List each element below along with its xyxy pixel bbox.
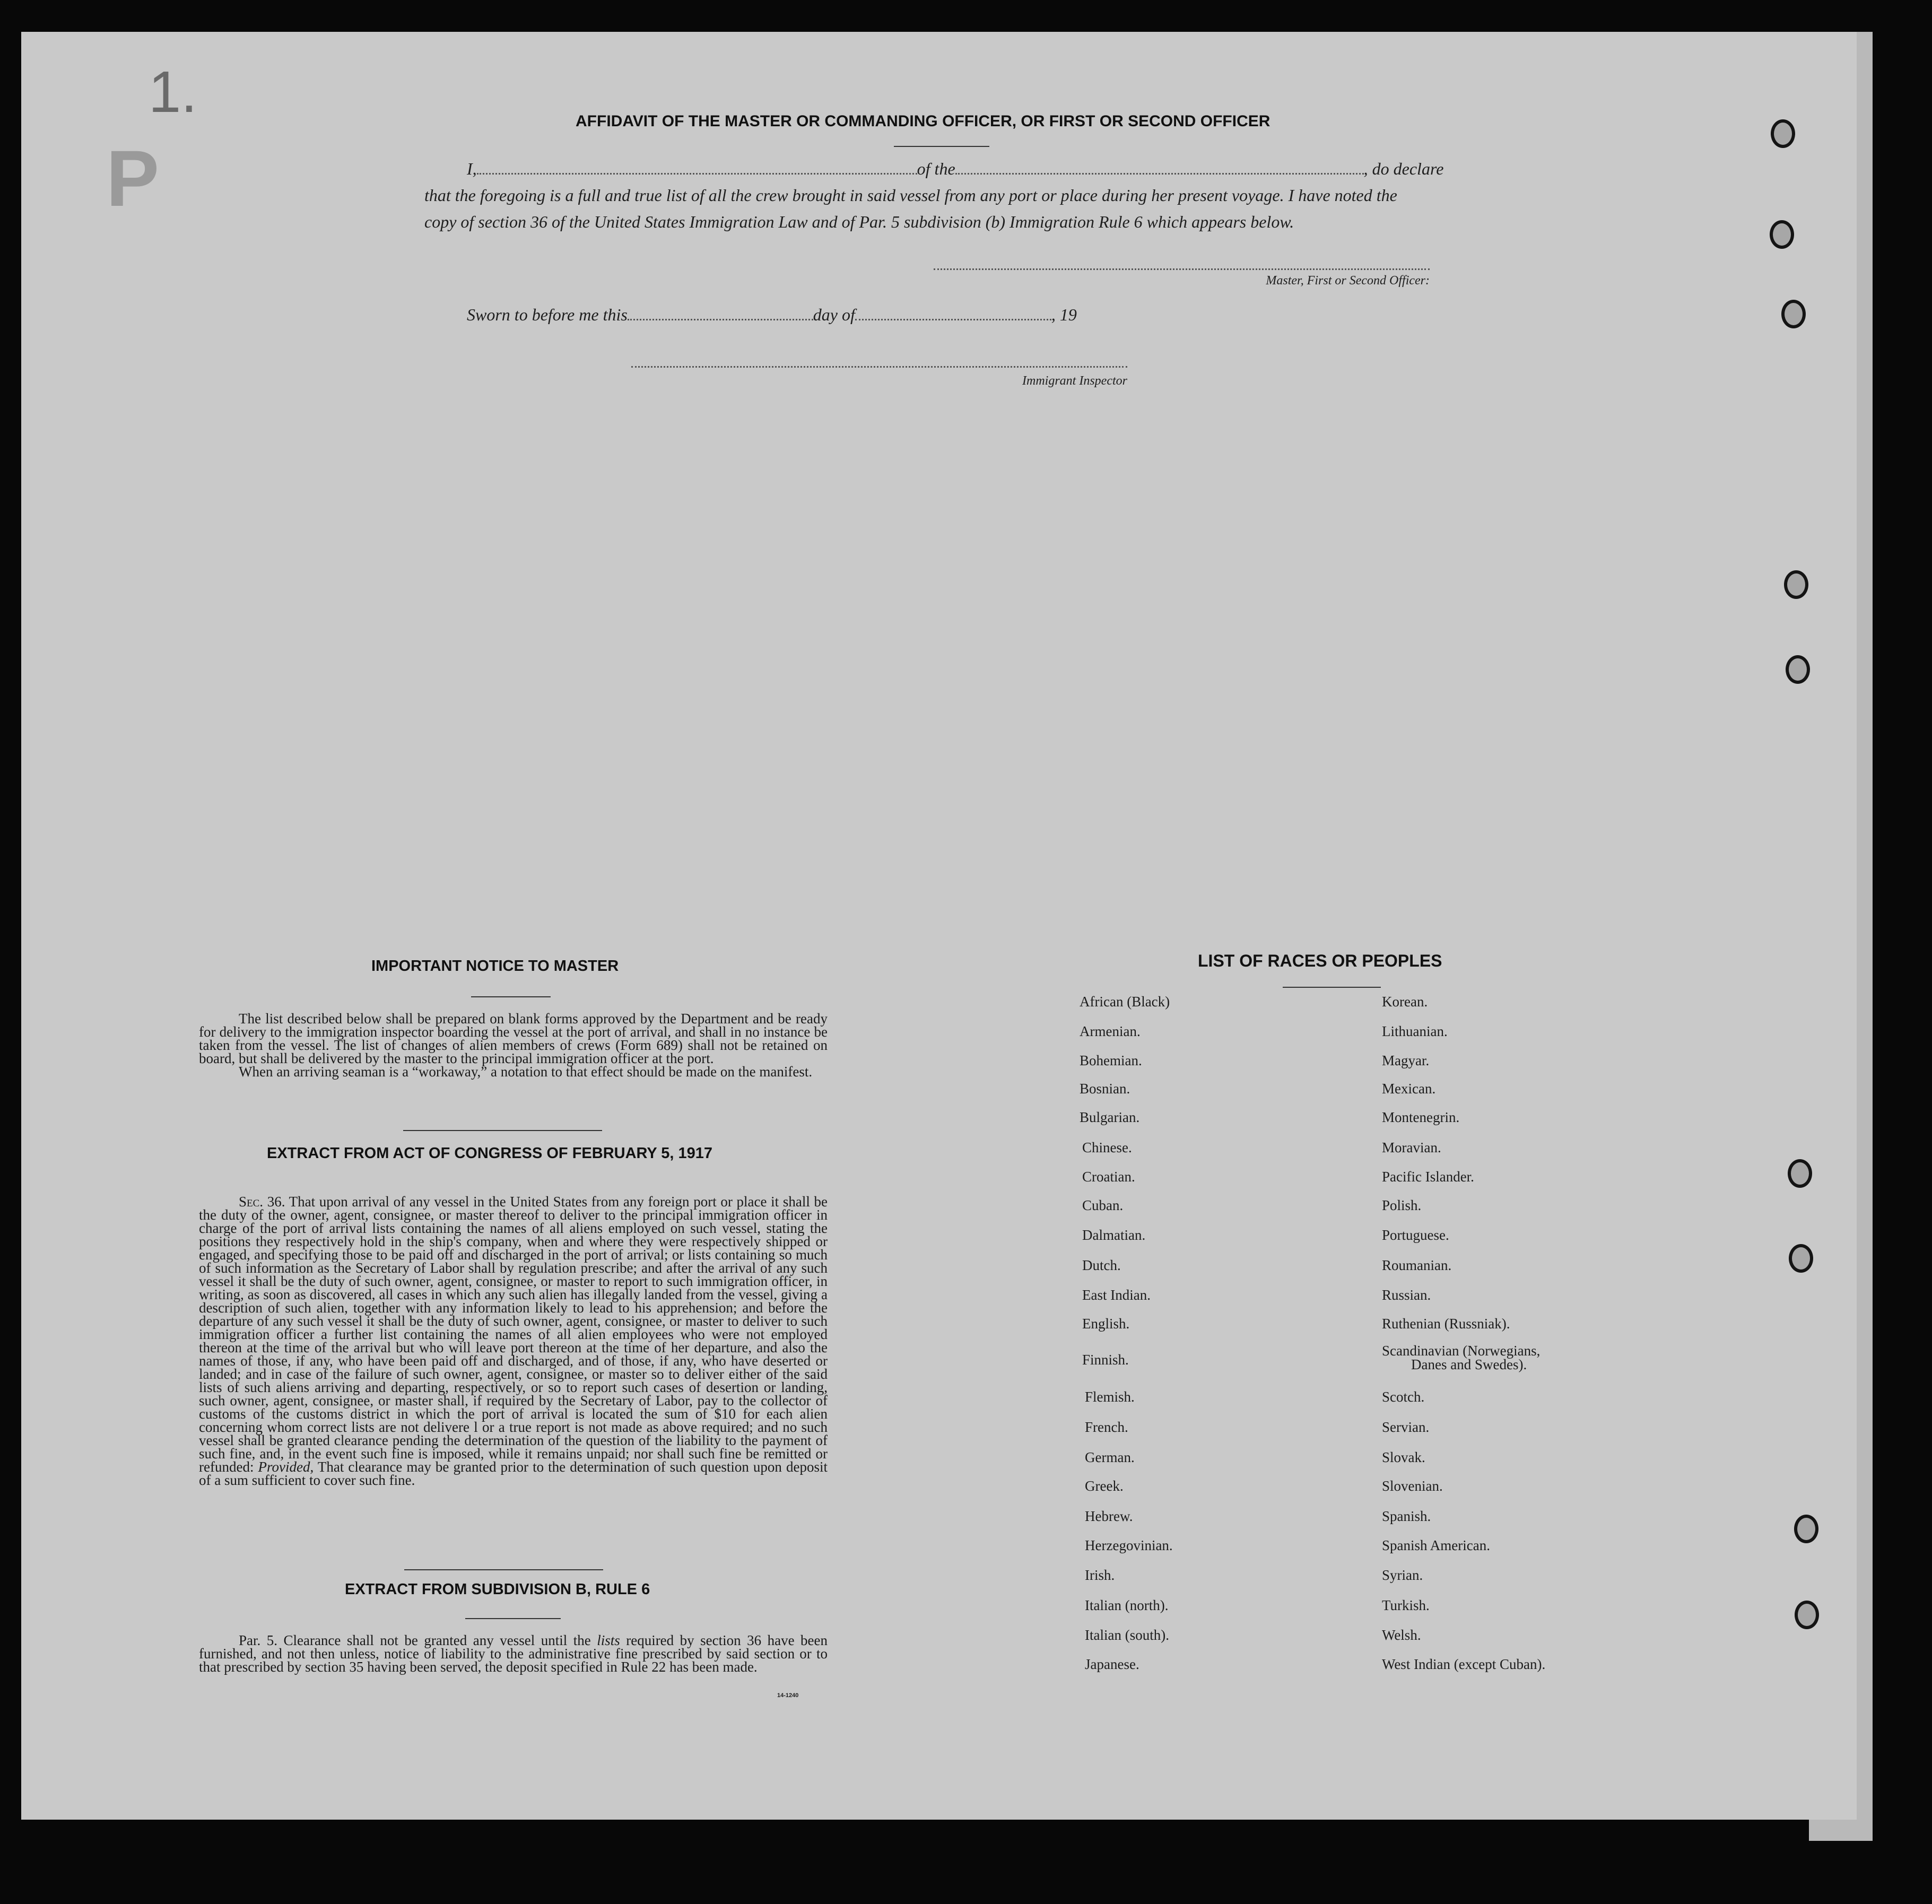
inspector-signature-line[interactable] — [631, 366, 1127, 368]
declare-label: , do declare — [1363, 159, 1444, 178]
race-right-item: Welsh. — [1382, 1627, 1421, 1643]
affidavit-title: AFFIDAVIT OF THE MASTER OR COMMANDING OFFICER, OR FIRST OR SECOND OFFICER — [576, 112, 1270, 130]
races-title: LIST OF RACES OR PEOPLES — [1198, 951, 1442, 970]
race-right-item: Moravian. — [1382, 1140, 1441, 1155]
notice-text — [199, 1012, 828, 1079]
race-right-item: Portuguese. — [1382, 1227, 1449, 1243]
notice-paragraph-2: When an arriving seaman is a “workaway,” a notation to that effect should be made on the manifest. — [239, 1064, 813, 1080]
race-left-item: Italian (north). — [1085, 1597, 1169, 1613]
extract-act-text — [199, 1195, 828, 1487]
race-left-item: East Indian. — [1082, 1287, 1151, 1303]
race-right-item: Slovak. — [1382, 1449, 1425, 1465]
binder-hole — [1770, 220, 1794, 249]
race-left-item: Armenian. — [1080, 1023, 1141, 1039]
race-left-item: Italian (south). — [1085, 1627, 1169, 1643]
race-right-item: Turkish. — [1382, 1597, 1430, 1613]
race-right-item: Ruthenian (Russniak). — [1382, 1316, 1510, 1332]
act-divider — [404, 1569, 603, 1570]
race-left-item: Japanese. — [1085, 1656, 1139, 1672]
race-right-item: Lithuanian. — [1382, 1023, 1448, 1039]
race-right-item: Polish. — [1382, 1197, 1422, 1213]
notice-title-rule — [471, 996, 551, 997]
race-right-item: Russian. — [1382, 1287, 1431, 1303]
race-left-item: Flemish. — [1085, 1389, 1135, 1405]
race-right-item: Mexican. — [1382, 1081, 1436, 1097]
binder-hole — [1771, 119, 1795, 148]
race-left-item: French. — [1085, 1419, 1128, 1435]
extract-act-paragraph — [199, 1195, 828, 1487]
affidavit-title-rule — [894, 146, 989, 147]
extract-rule-text — [199, 1634, 828, 1674]
race-right-item: West Indian (except Cuban). — [1382, 1656, 1546, 1672]
race-right-item: Magyar. — [1382, 1053, 1430, 1068]
race-right-item: Spanish. — [1382, 1508, 1431, 1524]
binder-hole — [1794, 1515, 1818, 1543]
binder-hole — [1786, 655, 1810, 684]
race-right-item: Syrian. — [1382, 1567, 1423, 1583]
race-right-item: Pacific Islander. — [1382, 1169, 1474, 1185]
margin-mark-number: 1. — [149, 59, 197, 125]
manifest-back-page — [21, 32, 1857, 1820]
race-left-item: Hebrew. — [1085, 1508, 1133, 1524]
declaration-line-1 — [467, 159, 1454, 179]
binder-hole — [1789, 1244, 1813, 1273]
vessel-name-field[interactable] — [955, 172, 1364, 175]
notice-paragraph-1: The list described below shall be prepared on blank forms approved by the Department and be ready for delivery to the immigration inspector boarding the vessel at the port of arrival, and shall in no instance be taken from the vessel. The list of changes of alien members of crews (Form 689) shall not be retained on board, but shall be delivered by the master to the principal immigration officer at the port. — [199, 1011, 828, 1066]
sworn-label: Sworn to before me this — [467, 305, 628, 324]
binder-hole — [1781, 300, 1806, 328]
sec-36-text-end: That clearance may be granted prior to the determination of such question upon deposit of a sum sufficient to cover such fine. — [199, 1459, 828, 1488]
race-left-item: Irish. — [1085, 1567, 1115, 1583]
race-right-item: Scandinavian (Norwegians, — [1382, 1343, 1541, 1359]
rule-text-a: Par. 5. Clearance shall not be granted any vessel until the — [239, 1632, 591, 1648]
master-signature-caption: Master, First or Second Officer: — [1266, 274, 1430, 288]
sworn-line — [467, 305, 1077, 325]
race-right-item: Roumanian. — [1382, 1257, 1452, 1273]
extract-rule-title: EXTRACT FROM SUBDIVISION B, RULE 6 — [345, 1581, 650, 1598]
year-label: , 19 — [1051, 305, 1077, 324]
master-signature-line[interactable] — [934, 268, 1430, 270]
binder-hole — [1788, 1159, 1812, 1188]
sec-36-text: That upon arrival of any vessel in the United States from any foreign port or place it shall be the duty of the owner, agent, consignee, or master thereof to deliver to the principal immigration officer in charge of the port of arrival lists containing the names of all aliens employed on such vessel, stating the positions they respectively hold in the ship's company, when and where they were respectively shipped or engaged, and specifying those to be paid off and discharged in the port of arrival; or lists containing so much of such information as the Secretary of Labor shall by regulation prescribe; and after the arrival of any such vessel it shall be the duty of such owner, agent, consignee, or master to report to such immigration officer, in writing, as soon as discovered, all cases in which any such alien has illegally landed from the vessel, giving a description of such alien, together with any information likely to lead to his apprehension; and before the departure of any such vessel it shall be the duty of such owner, agent, consignee, or master to deliver to such immigration officer a further list containing the names of all alien employees who were not employed thereon at the time of the arrival but who will leave port thereon at the time of her departure, and also the names of those, if any, who have been paid off and discharged, and of those, if any, who have deserted or landed; and in case of the failure of such owner, agent, consignee, or master so to deliver either of the said lists of such aliens arriving and departing, respectively, or so to report such cases of desertion or landing, such owner, agent, consignee, or master shall, if required by the Secretary of Labor, pay to the collector of customs of the customs district in which the port of arrival is located the sum of $10 for each alien concerning whom correct lists are not delivere l or a true report is not made as above required; and no such vessel shall be granted clearance pending the determination of the question of the liability to the payment of such fine, and, in the event such fine is imposed, while it remains unpaid; nor shall such fine be remitted or refunded: — [199, 1194, 828, 1475]
race-left-item: African (Black) — [1080, 994, 1170, 1010]
declaration-line-3: copy of section 36 of the United States Immigration Law and of Par. 5 subdivision (b) Immigration Rule 6 which appears below. — [424, 212, 1294, 231]
i-label: I, — [467, 159, 477, 178]
margin-mark-letter: P — [106, 134, 160, 223]
day-of-label: day of — [813, 305, 855, 324]
race-left-item: Finnish. — [1082, 1352, 1129, 1368]
sworn-day-field[interactable] — [628, 318, 813, 320]
race-right-item: Scotch. — [1382, 1389, 1425, 1405]
binder-hole — [1784, 570, 1808, 599]
race-left-item: Bosnian. — [1080, 1081, 1130, 1097]
race-right-item: Montenegrin. — [1382, 1109, 1460, 1125]
race-left-item: Croatian. — [1082, 1169, 1135, 1185]
of-the-label: of the — [917, 159, 955, 178]
rule-paragraph — [199, 1634, 828, 1674]
sworn-month-field[interactable] — [855, 318, 1051, 320]
race-left-item: English. — [1082, 1316, 1130, 1332]
race-left-item: Cuban. — [1082, 1197, 1124, 1213]
race-left-item: Dutch. — [1082, 1257, 1121, 1273]
race-left-item: Dalmatian. — [1082, 1227, 1146, 1243]
race-left-item: German. — [1085, 1449, 1135, 1465]
extract-rule-title-rule — [465, 1618, 561, 1619]
binder-hole — [1795, 1601, 1819, 1629]
officer-name-field[interactable] — [477, 172, 917, 175]
race-right-item: Servian. — [1382, 1419, 1430, 1435]
race-left-item: Greek. — [1085, 1478, 1124, 1494]
race-left-item: Herzegovinian. — [1085, 1537, 1173, 1553]
race-left-item: Bulgarian. — [1080, 1109, 1140, 1125]
race-left-item: Bohemian. — [1080, 1053, 1142, 1068]
rule-text-b: required by section 36 have been furnished, and not then unless, notice of liability to the administrative fine prescribed by said section or to that prescribed by section 35 having been served, the deposit specified in Rule 22 has been made. — [199, 1632, 828, 1675]
notice-divider — [403, 1130, 602, 1131]
race-right-item: Korean. — [1382, 994, 1428, 1010]
race-right-item: Slovenian. — [1382, 1478, 1443, 1494]
races-title-rule — [1283, 987, 1381, 988]
extract-act-title: EXTRACT FROM ACT OF CONGRESS OF FEBRUARY 5, 1917 — [267, 1145, 713, 1162]
provided-word: Provided, — [258, 1459, 314, 1475]
inspector-caption: Immigrant Inspector — [1022, 374, 1127, 388]
race-right-item: Danes and Swedes). — [1411, 1357, 1527, 1372]
form-number: 14-1240 — [777, 1692, 799, 1699]
notice-title: IMPORTANT NOTICE TO MASTER — [371, 958, 619, 975]
declaration-line-2: that the foregoing is a full and true list of all the crew brought in said vessel from any port or place during her present voyage. I have noted the — [424, 186, 1397, 205]
race-right-item: Spanish American. — [1382, 1537, 1490, 1553]
race-left-item: Chinese. — [1082, 1140, 1132, 1155]
sec-label: Sec. 36. — [239, 1194, 285, 1210]
lists-word: lists — [597, 1632, 620, 1648]
